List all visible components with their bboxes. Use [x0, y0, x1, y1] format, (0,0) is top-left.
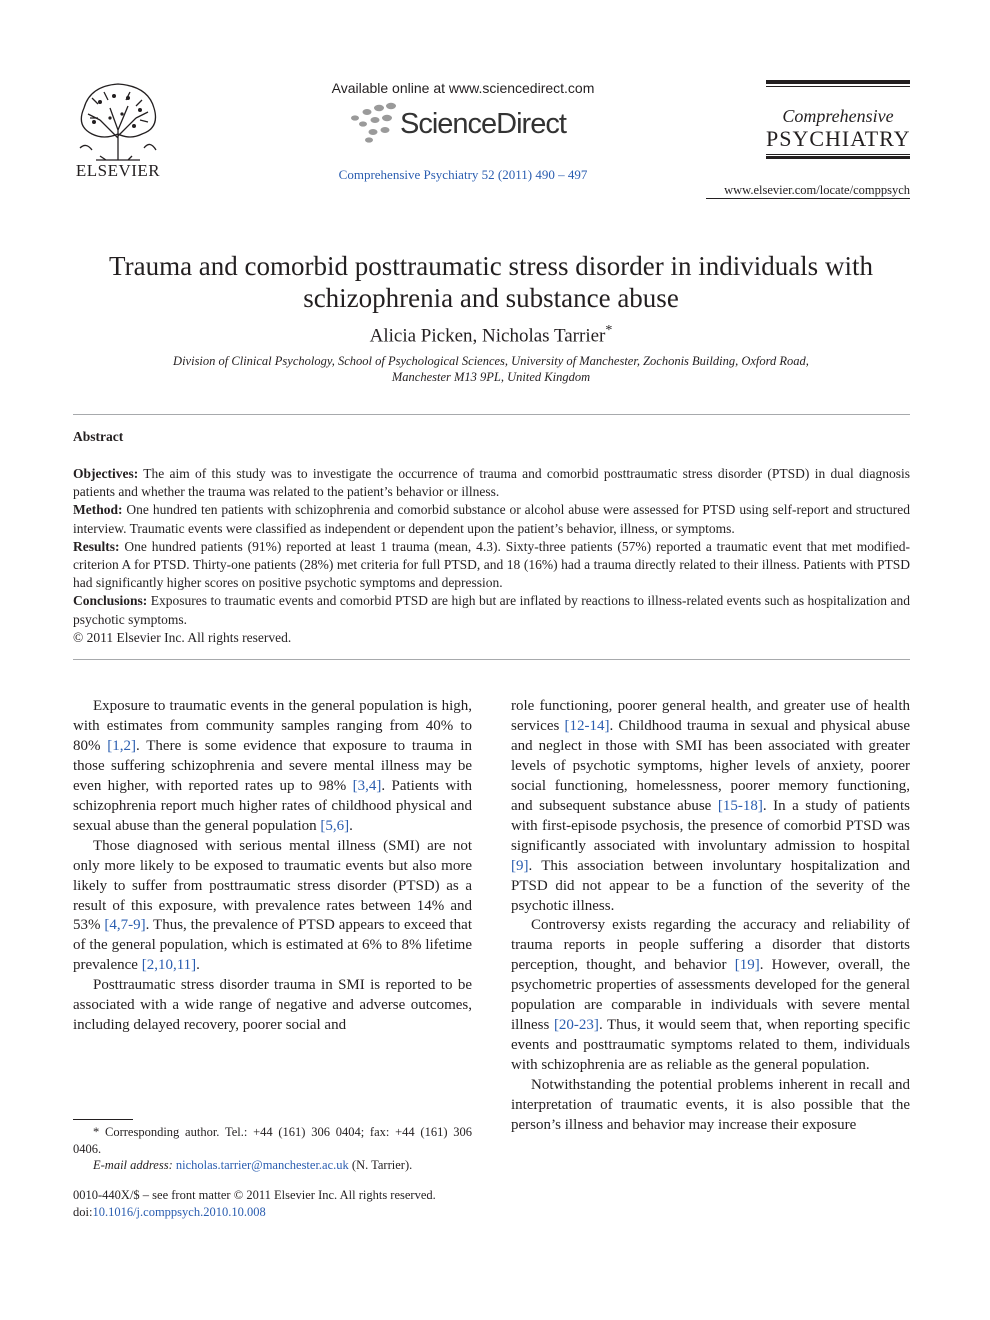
journal-logo-bar [766, 80, 910, 84]
abstract-body [73, 465, 910, 647]
abstract-objectives [73, 465, 910, 501]
available-online-text: Available online at www.sciencedirect.com [331, 80, 595, 96]
citation-link[interactable]: [9] [511, 857, 529, 874]
citation-link[interactable]: [20-23] [553, 1017, 599, 1034]
citation-link[interactable]: [15-18] [717, 797, 763, 814]
citation-link[interactable]: [19] [734, 957, 760, 974]
journal-logo-bar [766, 156, 910, 159]
abstract-label: Results: [73, 538, 120, 554]
email-suffix: (N. Tarrier). [348, 1158, 413, 1172]
doi-link[interactable]: 10.1016/j.comppsych.2010.10.008 [92, 1204, 266, 1219]
citation-link[interactable]: [4,7-9] [104, 917, 146, 934]
abstract-heading: Abstract [73, 429, 124, 444]
abstract-text: One hundred patients (91%) reported at least 1 trauma (mean, 4.3). Sixty-three patients (57%) reported a traumatic event that met modified-criterion A for PTSD. Thirty-one patients (28%) met criteria for full PTSD, and 18 (16%) had a trauma directly related to their illness. Patients with PTSD had significantly higher scores on positive psychotic symptoms and depression. [73, 538, 911, 591]
journal-url: www.elsevier.com/locate/comppsych [724, 183, 910, 197]
header-rule [706, 198, 910, 199]
author-names: Alicia Picken, Nicholas Tarrier [369, 325, 606, 347]
article-title: Trauma and comorbid posttraumatic stress disorder in individuals with schizophrenia and substance abuse [109, 251, 873, 313]
abstract-label: Method: [73, 502, 123, 518]
body-paragraph: Those diagnosed with serious mental illness (SMI) are not only more likely to be exposed to traumatic events but also more likely to suffer from posttraumatic stress disorder (PTSD) as a result of this exposure, with prevalence rates between 14% and 53% [4,7-9]. Thus, the prevalence of PTSD appears to exceed that of the general population, which is estimated at 6% to 8% lifetime prevalence [2,10,11]. [73, 837, 473, 974]
abstract-copyright: © 2011 Elsevier Inc. All rights reserved. [73, 629, 292, 645]
abstract-text: The aim of this study was to investigate the occurrence of trauma and comorbid posttraumatic stress disorder (PTSD) in dual diagnosis patients and whether the trauma was related to the patient’s behavior or illness. [73, 466, 910, 500]
abstract-text: Exposures to traumatic events and comorbid PTSD are high but are inflated by reactions to illness-related events such as hospitalization and psychotic symptoms. [73, 593, 911, 627]
affiliation-line: Manchester M13 9PL, United Kingdom [391, 370, 591, 384]
journal-logo-bar [766, 154, 910, 155]
citation-link[interactable]: [5,6] [320, 817, 350, 834]
email-link[interactable]: nicholas.tarrier@manchester.ac.uk [175, 1158, 349, 1172]
citation-link[interactable]: [12-14] [564, 717, 610, 734]
article-authors [70, 323, 912, 347]
author-affiliation [70, 353, 912, 385]
sciencedirect-wordmark: ScienceDirect [400, 108, 566, 140]
footnote-rule [73, 1119, 133, 1120]
body-paragraph: Controversy exists regarding the accuracy and reliability of trauma reports in people suffering a disorder that distorts perception, thought, and behavior [19]. However, overall, the psychometric properties of assessments developed for the general population are comparable in individuals with severe mental illness [20-23]. Thus, it would seem that, when reporting specific events and posttraumatic symptoms related to them, individuals with schizophrenia are as reliable as the general population. [511, 917, 910, 1074]
publisher-name: ELSEVIER [75, 161, 161, 180]
email-note [73, 1157, 472, 1174]
abstract-text: One hundred ten patients with schizophrenia and comorbid substance or alcohol abuse were assessed for PTSD using self-report and structured interview. Traumatic events were classified as independent or dependent upon the patient’s behavior, illness, or symptoms. [73, 502, 910, 536]
journal-logo-bar [766, 86, 910, 87]
doi-label: doi: [73, 1204, 93, 1219]
body-paragraph: Posttraumatic stress disorder trauma in SMI is reported to be associated with a wide range of negative and adverse outcomes, including delayed recovery, poorer social and [73, 977, 472, 1034]
citation-link[interactable]: [3,4] [352, 777, 382, 794]
body-column-right [511, 697, 910, 1136]
email-label: E-mail address: [93, 1158, 173, 1172]
journal-name-line1: Comprehensive [782, 106, 894, 126]
body-column-left [73, 697, 472, 1036]
abstract-method [73, 501, 910, 537]
body-paragraph: Exposure to traumatic events in the general population is high, with estimates from community samples ranging from 40% to 80% [1,2]. There is some evidence that exposure to trauma in those suffering schizophrenia and severe mental illness may be even higher, with reported rates up to 98% [3,4]. Patients with schizophrenia report much higher rates of childhood physical and sexual abuse than the general population [5,6]. [73, 698, 473, 834]
citation-link[interactable]: [1,2] [107, 737, 137, 754]
body-paragraph: Notwithstanding the potential problems inherent in recall and interpretation of traumatic events, it is also possible that the person’s illness and behavior may increase their exposure [511, 1077, 910, 1134]
journal-citation-link[interactable]: Comprehensive Psychiatry 52 (2011) 490 – 497 [338, 167, 588, 182]
abstract-results [73, 538, 910, 593]
abstract-label: Conclusions: [73, 593, 148, 609]
abstract-bottom-rule [73, 659, 910, 660]
body-paragraph: role functioning, poorer general health, and greater use of health services [12-14]. Childhood trauma in sexual and physical abuse and neglect in those with SMI has been associated with greater levels of psychotic symptoms, higher levels of anxiety, poorer social functioning, homelessness, poorer memory functioning, and subsequent substance abuse [15-18]. In a study of patients with first-episode psychosis, the presence of comorbid PTSD was significantly associated with involuntary admission to hospital [9]. This association between involuntary hospitalization and PTSD did not appear to be a function of the severity of the psychotic illness. [511, 698, 911, 914]
abstract-label: Objectives: [73, 466, 139, 481]
doi-line [73, 1204, 472, 1221]
corresponding-author-mark[interactable]: * [605, 323, 613, 338]
abstract-top-rule [73, 414, 910, 415]
abstract-conclusions [73, 592, 910, 628]
issn-block [73, 1187, 472, 1220]
issn-line: 0010-440X/$ – see front matter © 2011 Elsevier Inc. All rights reserved. [73, 1188, 436, 1202]
footnote [73, 1124, 472, 1174]
affiliation-line: Division of Clinical Psychology, School of Psychological Sciences, University of Manchester, Zochonis Building, Oxford Road, [173, 354, 809, 368]
corresponding-author-note: * Corresponding author. Tel.: +44 (161) 306 0404; fax: +44 (161) 306 0406. [73, 1125, 472, 1156]
citation-link[interactable]: [2,10,11] [141, 957, 197, 974]
journal-name-line2: PSYCHIATRY [766, 126, 911, 151]
